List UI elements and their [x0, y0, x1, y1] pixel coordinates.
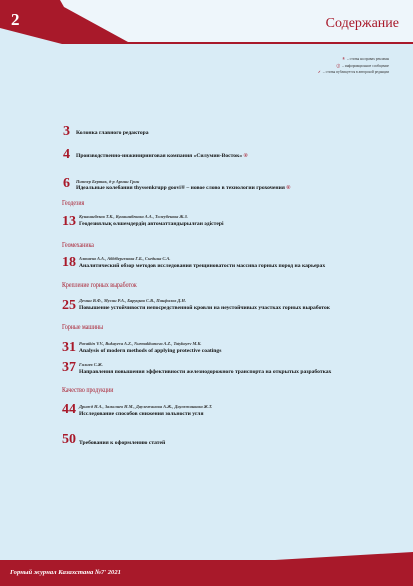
toc-entry-title[interactable]: Analysis of modern methods of applying protective coatings: [79, 348, 222, 354]
toc-entry-authors: Кунашибеков Т.К., Кунашибекова А.А., Толеубекова Ж.З.: [79, 214, 188, 219]
toc-entry-title-text: Производственно-инжиниринговая компания «Силумин-Восток»: [76, 153, 243, 159]
toc-entry-title[interactable]: [76, 185, 290, 191]
registered-mark-icon: ®: [342, 57, 345, 61]
toc-entry-authors: Дрижд Н.А., Замалиев Н.М., Даулежанова А.Ж., Даулежанкова Ж.Т.: [79, 404, 213, 409]
toc-entry-authors: Алтаева А.А., Абдібергенова Г.Б., Съедина С.А.: [79, 256, 171, 261]
toc-entry-title[interactable]: Геодезиялық өлшемдердің автоматтандырылған әдістері: [79, 221, 224, 227]
toc-page-number[interactable]: 44: [62, 402, 76, 417]
registered-mark-icon: ®: [286, 185, 291, 191]
toc-page-number[interactable]: 13: [62, 214, 76, 229]
toc-entry-title[interactable]: Аналитический обзор методов исследования трещиноватости массива горных пород на карьерах: [79, 263, 326, 269]
page-number: 2: [11, 10, 20, 29]
section-heading-mining-machines: Горные машины: [62, 323, 104, 331]
toc-entry-title[interactable]: Повышение устойчивости непосредственной кровли на неустойчивых участках горных выработок: [79, 305, 330, 311]
section-heading-geomechanics: Геомеханика: [62, 241, 94, 249]
legend-text: – информационное сообщение: [342, 63, 389, 68]
toc-entry-authors: Пиппер Бертак, д-р Армин Грин: [76, 179, 140, 184]
legend-text: – статья на правах рекламы: [346, 57, 389, 61]
registered-mark-icon: ®: [243, 153, 248, 159]
toc-entry-authors: Pavatkin V.V., Bukayeva A.Z., Nurmakhanova A.Z., Tatybayev M.K.: [79, 341, 202, 346]
toc-entry-title-text: Идеальные колебания thyssenkrupp goovi® – новое слово в технологии грохочения: [76, 185, 285, 191]
toc-entry-title[interactable]: Исследование способов снижения зольности угля: [79, 411, 204, 417]
toc-page-number[interactable]: 25: [62, 298, 76, 313]
toc-page-number[interactable]: 18: [62, 255, 76, 270]
footer-journal-issue: Горный журнал Казахстана №7' 2021: [10, 569, 121, 576]
toc-page-number[interactable]: 3: [63, 124, 70, 139]
toc-entry-authors: Демин В.Ф., Мусин Р.А., Баруцков С.В., Панфилов Д.Н.: [79, 298, 187, 303]
toc-page-number[interactable]: 37: [62, 360, 76, 375]
toc-page-number[interactable]: 4: [63, 147, 70, 162]
page-title: Содержание: [325, 16, 399, 31]
toc-entry-title[interactable]: [76, 153, 248, 159]
toc-entry-title[interactable]: Направления повышения эффективности железнодорожного транспорта на открытых разработках: [79, 369, 332, 375]
toc-page-number[interactable]: 50: [62, 432, 76, 447]
toc-entry-authors: Гилиев С.Ж.: [79, 362, 103, 367]
legend-text: – статья публикуется в авторской редакции: [322, 70, 389, 75]
toc-page-number[interactable]: 31: [62, 340, 76, 355]
section-heading-geodesy: Геодезия: [62, 199, 85, 207]
section-heading-mine-support: Крепление горных выработок: [62, 281, 137, 289]
toc-entry-title[interactable]: Требования к оформлению статей: [79, 440, 166, 446]
toc-page-number[interactable]: 6: [63, 176, 70, 191]
toc-entry-title[interactable]: Колонка главного редактора: [76, 130, 149, 136]
info-mark-icon: ⓘ: [336, 63, 341, 68]
pencil-mark-icon: ✓: [317, 70, 321, 75]
section-heading-product-quality: Качество продукции: [62, 386, 114, 394]
